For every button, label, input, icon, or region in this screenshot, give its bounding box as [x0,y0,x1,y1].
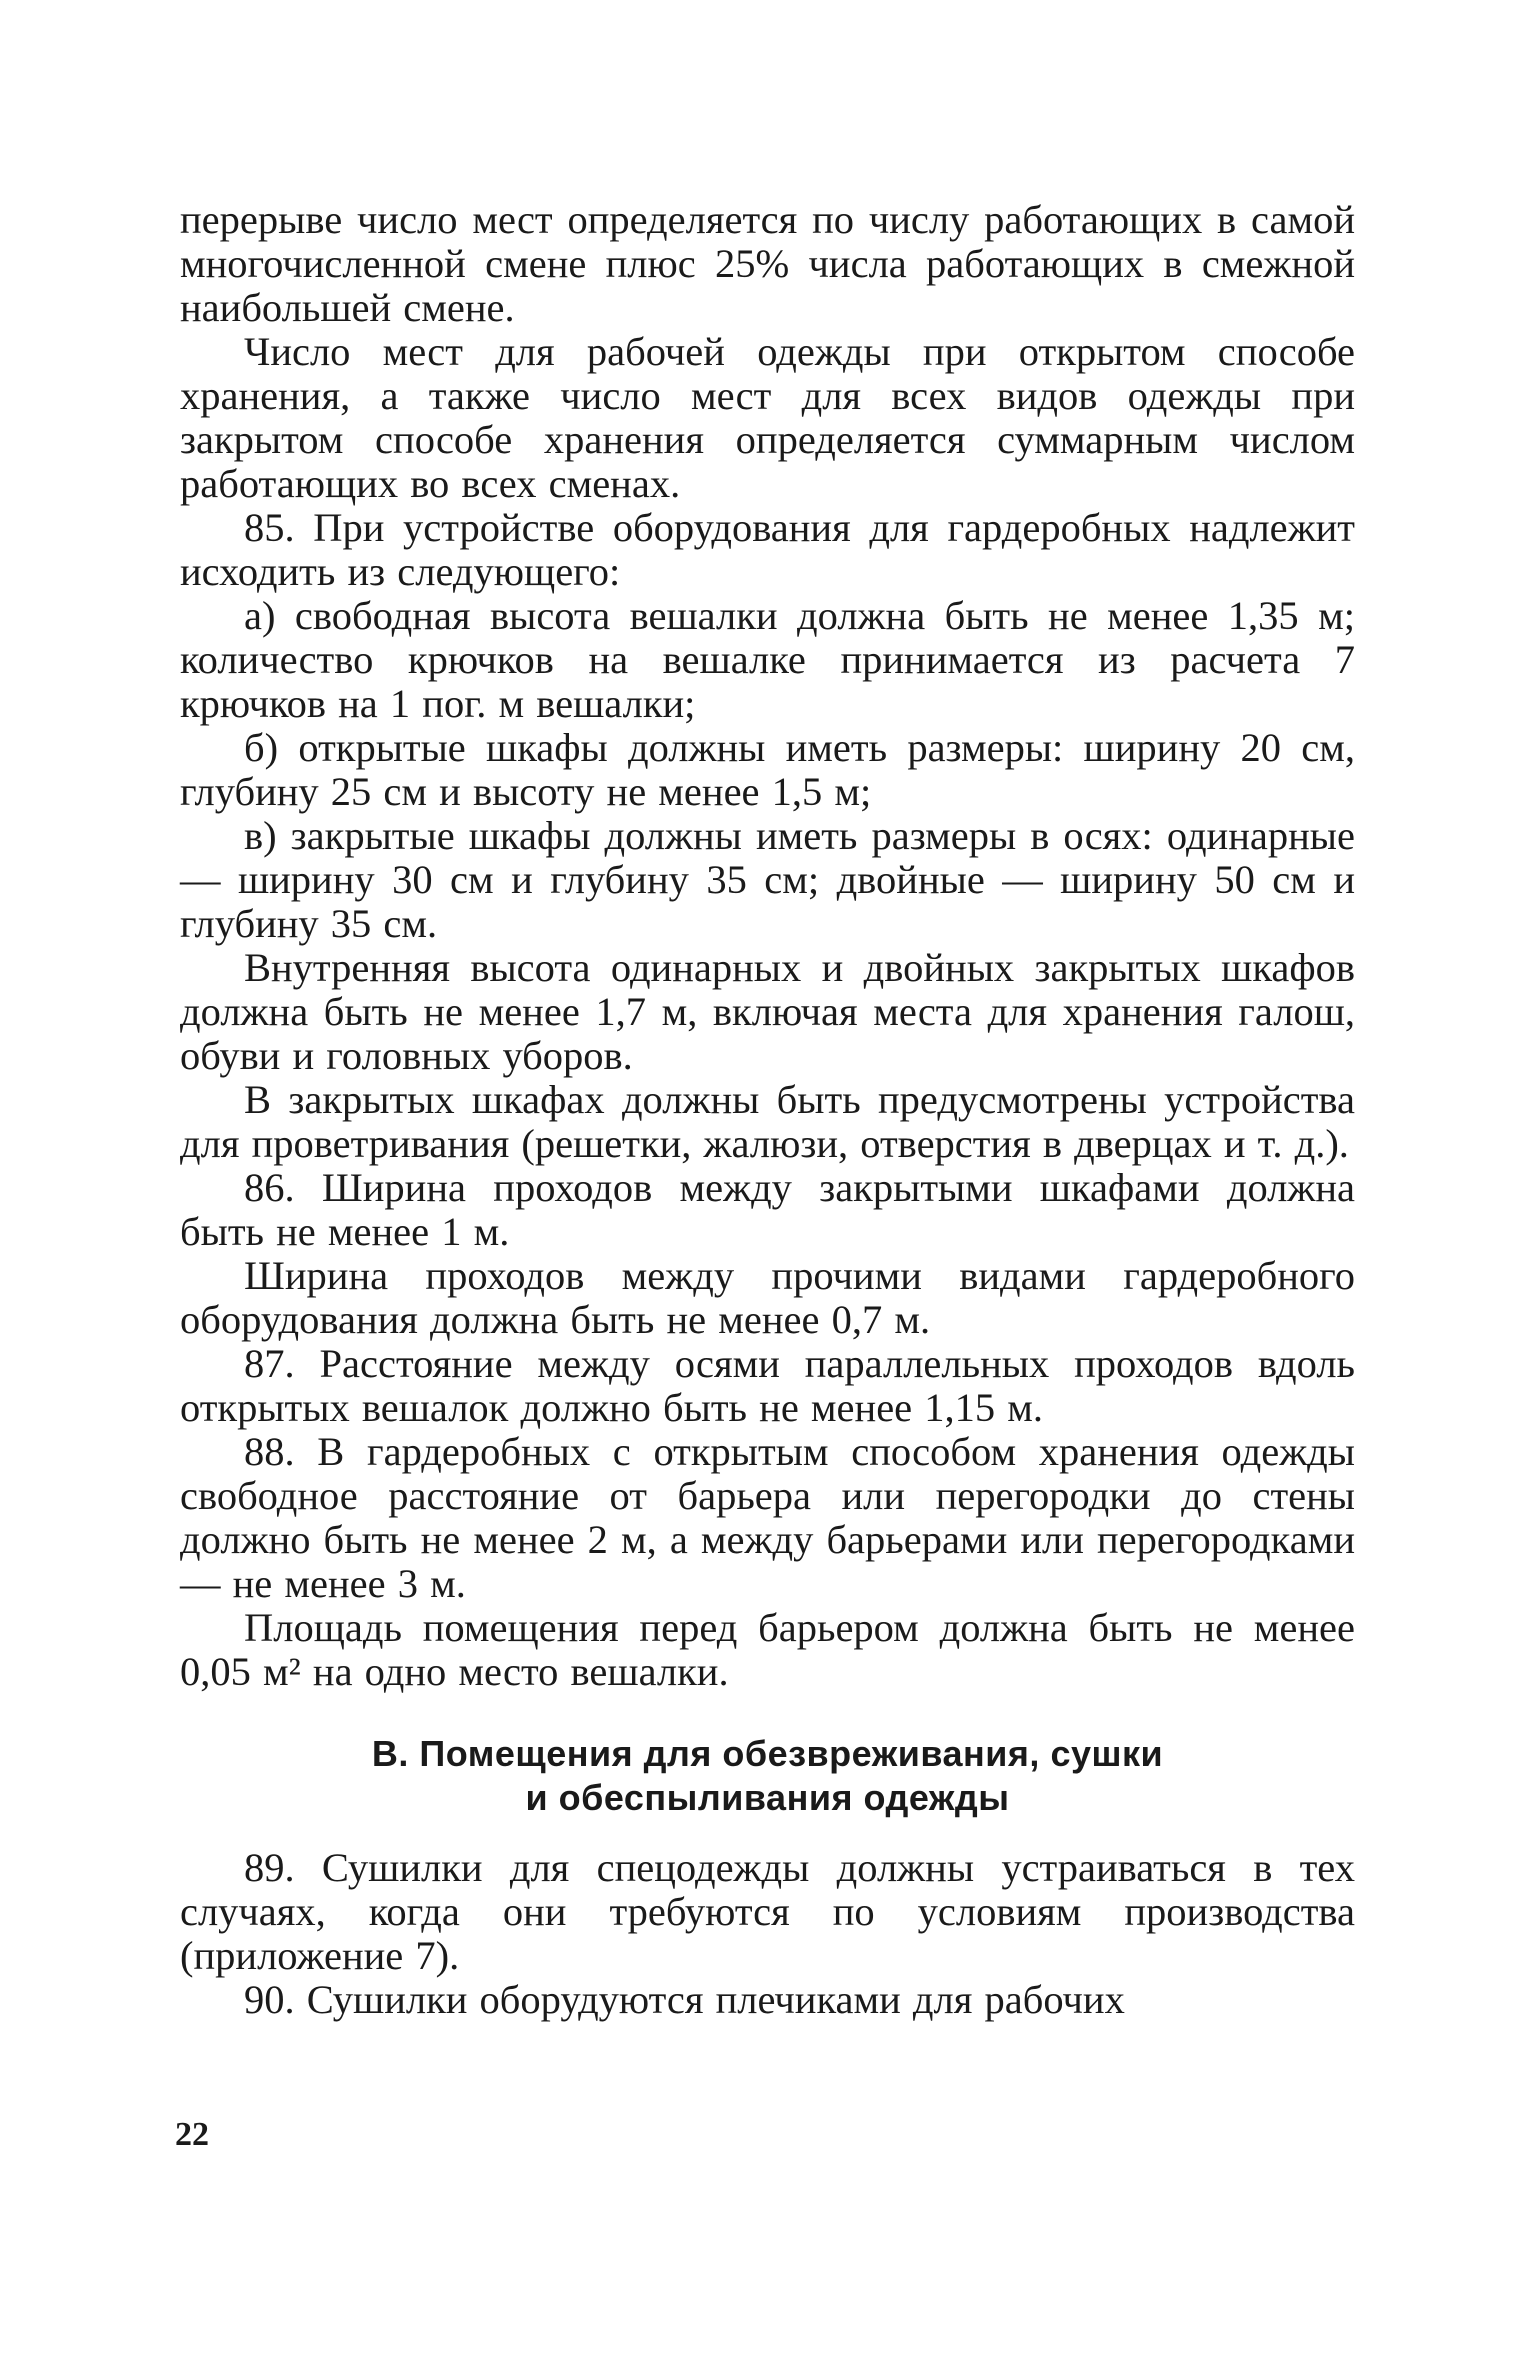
paragraph: перерыве число мест определяется по числу работающих в самой многочисленной смене плюс 25% числа работающих в смежной наибольшей смене. [180,197,1355,330]
paragraph: б) открытые шкафы должны иметь размеры: ширину 20 см, глубину 25 см и высоту не менее 1,5 м; [180,725,1355,814]
section-heading-line-2: и обеспыливания одежды [525,1777,1010,1818]
page-number: 22 [175,2116,209,2153]
paragraph: 86. Ширина проходов между закрытыми шкафами должна быть не менее 1 м. [180,1165,1355,1254]
page-body [180,198,1355,2022]
paragraph: Число мест для рабочей одежды при открытом способе хранения, а также число мест для всех видов одежды при закрытом способе хранения определяется суммарным числом работающих во всех сменах. [180,329,1355,506]
paragraphs-top [180,198,1355,1694]
paragraph: Ширина проходов между прочими видами гардеробного оборудования должна быть не менее 0,7 м. [180,1253,1355,1342]
paragraph: в) закрытые шкафы должны иметь размеры в осях: одинарные — ширину 30 см и глубину 35 см; двойные — ширину 50 см и глубину 35 см. [180,813,1355,946]
paragraph: 87. Расстояние между осями параллельных проходов вдоль открытых вешалок должно быть не менее 1,15 м. [180,1341,1355,1430]
paragraph: 89. Сушилки для спецодежды должны устраиваться в тех случаях, когда они требуются по условиям производства (приложение 7). [180,1845,1355,1978]
paragraph: Площадь помещения перед барьером должна быть не менее 0,05 м² на одно место вешалки. [180,1605,1355,1694]
paragraph: Внутренняя высота одинарных и двойных закрытых шкафов должна быть не менее 1,7 м, включая места для хранения галош, обуви и головных уборов. [180,945,1355,1078]
section-heading [180,1732,1355,1820]
paragraph: 88. В гардеробных с открытым способом хранения одежды свободное расстояние от барьера или перегородки до стены должно быть не менее 2 м, а между барьерами или перегородками — не менее 3 м. [180,1429,1355,1606]
paragraphs-bottom [180,1846,1355,2022]
paragraph: 90. Сушилки оборудуются плечиками для рабочих [244,1977,1125,2022]
paragraph: а) свободная высота вешалки должна быть не менее 1,35 м; количество крючков на вешалке принимается из расчета 7 крючков на 1 пог. м вешалки; [180,593,1355,726]
section-heading-line-1: В. Помещения для обезвреживания, сушки [371,1733,1164,1774]
paragraph: 85. При устройстве оборудования для гардеробных надлежит исходить из следующего: [180,505,1355,594]
paragraph: В закрытых шкафах должны быть предусмотрены устройства для проветривания (решетки, жалюзи, отверстия в дверцах и т. д.). [180,1077,1355,1166]
